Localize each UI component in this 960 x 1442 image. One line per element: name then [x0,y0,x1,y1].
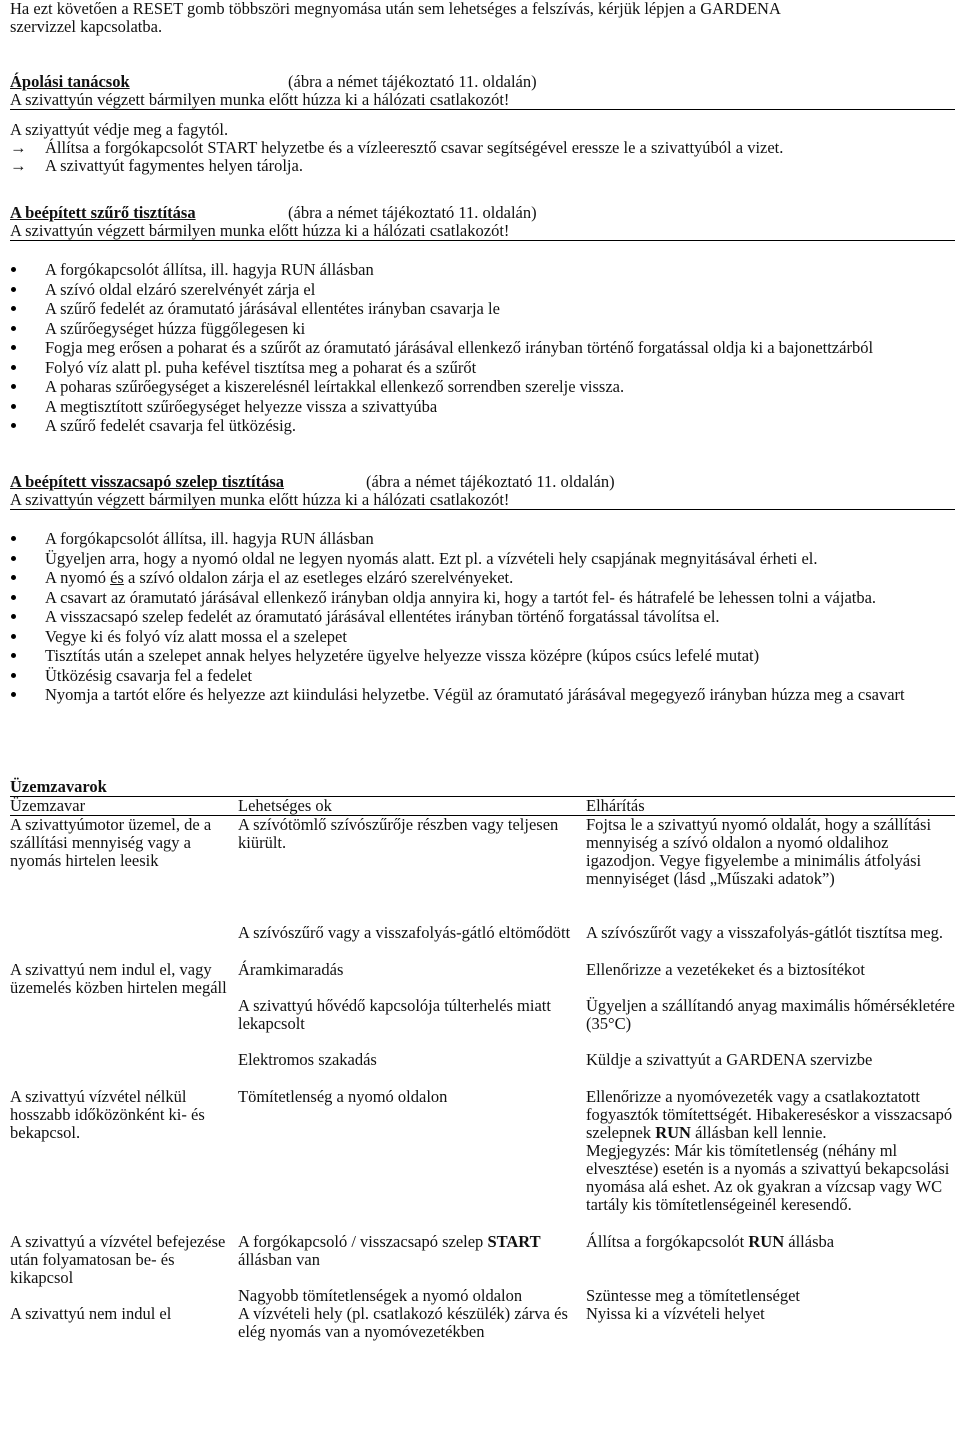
list-item: Tisztítás után a szelepet annak helyes helyzetére ügyelve helyezze vissza középre (kúpos csúcs lefelé mutat) [10,647,955,665]
cause-cell: Tömítetlenség a nyomó oldalon [238,1087,448,1106]
list-item: A forgókapcsolót állítsa, ill. hagyja RUN állásban [10,530,955,548]
fix-cell: Ellenőrizze a vezetékeket és a biztosítékot Ügyeljen a szállítandó anyag maximális hőmérsékletére (35°C) Küldje a szivattyút a GARDENA szervizbe [586,960,955,1069]
valve-heading [10,473,955,491]
list-item: Nyomja a tartót előre és helyezze azt kiindulási helyzetbe. Végül az óramutató járásával megegyező irányban húzza meg a csavart [10,686,955,704]
list-item: → A szivattyút fagymentes helyen tárolja. [10,156,303,175]
list-item: A forgókapcsolót állítsa, ill. hagyja RUN állásban [10,261,955,279]
valve-section [10,473,955,706]
row-spacer [10,1069,955,1088]
fault-cell: A szivattyú nem indul el [10,1304,172,1323]
care-figure-ref: (ábra a német tájékoztató 11. oldalán) [288,72,537,91]
fault-cell: A szivattyú vízvétel nélkül hosszabb időközönként ki- és bekapcsol. [10,1087,205,1142]
table-row [10,1233,955,1305]
list-item: → Állítsa a forgókapcsolót START helyzetbe és a vízleeresztő csavar segítségével eressze le a szivattyúból a vizet. [10,138,784,157]
frost-steps [10,139,955,175]
fault-cell: A szivattyú nem indul el, vagy üzemelés közben hirtelen megáll [10,960,227,997]
fix-cell: Ellenőrizze a nyomóvezeték vagy a csatlakoztatott fogyasztók tömítettségét. Hibakereséskor a visszacsapó szelepnek RUN állásban kell lennie. Megjegyzés: Már kis tömítetlenség (néhány ml elvesztése) esetén is a nyomás a szivattyú bekapcsolási nyomása alá eshet. Az ok gyakran a vízcsap vagy WC tartály kis tömítetlenségeinél keresendő. [586,1088,955,1214]
arrow-right-icon: → [10,156,27,175]
valve-title: A beépített visszacsapó szelep tisztítása [10,472,285,491]
list-item: Folyó víz alatt pl. puha kefével tisztítsa meg a poharat és a szűrőt [10,359,955,377]
valve-figure-ref: (ábra a német tájékoztató 11. oldalán) [366,472,615,491]
filter-title: A beépített szűrő tisztítása [10,203,196,222]
header-fix: Elhárítás [586,797,955,816]
table-row [10,816,955,943]
note-text: Megjegyzés: Már kis tömítetlenség (néhány ml elvesztése) esetén is a nyomás a szivattyú bekapcsolási nyomása alá eshet. Az ok gyakran a vízcsap vagy WC tartály kis tömítetlenségeinél keresendő. [586,1141,950,1214]
list-item: A szívó oldal elzáró szerelvényét zárja el [10,281,955,299]
intro-line-1: Ha ezt követően a RESET gomb többszöri megnyomása után sem lehetséges a felszívás, kérjük lépjen a GARDENA [10,0,781,18]
care-title: Ápolási tanácsok [10,72,130,91]
care-warning: A szivattyún végzett bármilyen munka előtt húzza ki a hálózati csatlakozót! [10,91,955,110]
row-spacer [10,942,955,961]
table-row [10,961,955,1069]
arrow-right-icon: → [10,138,27,157]
cause-cell: A szívótömlő szívószűrője részben vagy teljesen kiürült. A szívószűrő vagy a visszafolyás-gátló eltömődött [238,815,571,942]
list-item: A megtisztított szűrőegységet helyezze vissza a szivattyúba [10,398,955,416]
header-cause: Lehetséges ok [238,797,586,816]
fix-cell: Állítsa a forgókapcsolót RUN állásba Szüntesse meg a tömítetlenséget [586,1232,835,1305]
cause-cell: A forgókapcsoló / visszacsapó szelep START állásban van Nagyobb tömítetlenségek a nyomó oldalon [238,1232,541,1305]
list-item: Ügyeljen arra, hogy a nyomó oldal ne legyen nyomás alatt. Ezt pl. a vízvételi hely csapjának megnyitásával érheti el. [10,550,955,568]
intro-line-2: szervizzel kapcsolatba. [10,17,163,36]
fault-cell: A szivattyú a vízvétel befejezése után folyamatosan be- és kikapcsol [10,1232,226,1287]
list-item: Ütközésig csavarja fel a fedelet [10,667,955,685]
care-heading [10,73,955,91]
cause-cell: Áramkimaradás A szivattyú hővédő kapcsolója túlterhelés miatt lekapcsolt Elektromos szakadás [238,960,551,1069]
faults-table [10,796,955,1341]
list-item: A szűrő fedelét az óramutató járásával ellentétes irányban csavarja le [10,300,955,318]
row-spacer [10,1214,955,1233]
list-item: Fogja meg erősen a poharat és a szűrőt az óramutató járásával ellenkező irányban történő forgatással oldja ki a bajonettzárból [10,339,955,357]
faults-title: Üzemzavarok [10,777,107,796]
filter-heading [10,204,955,222]
filter-steps [10,261,955,435]
care-section [10,73,955,175]
valve-warning: A szivattyún végzett bármilyen munka előtt húzza ki a hálózati csatlakozót! [10,491,955,510]
fix-cell: Fojtsa le a szivattyú nyomó oldalát, hogy a szállítási mennyiség a szívó oldalon a nyomó oldalihoz igazodjon. Vegye figyelembe a minimális átfolyási mennyiséget (lásd „Műszaki adatok”) A szívószűrőt vagy a visszafolyás-gátlót tisztítsa meg. [586,815,943,942]
filter-figure-ref: (ábra a német tájékoztató 11. oldalán) [288,203,537,222]
frost-title: A sziyattyút védje meg a fagytól. [10,120,229,139]
table-header-row [10,797,955,816]
list-item: A szűrőegységet húzza függőlegesen ki [10,320,955,338]
valve-steps [10,530,955,704]
list-item: A szűrő fedelét csavarja fel ütközésig. [10,417,955,435]
header-fault: Üzemzavar [10,797,238,816]
list-item: A visszacsapó szelep fedelét az óramutató járásával ellentétes irányban történő forgatással távolítsa el. [10,608,955,626]
filter-warning: A szivattyún végzett bármilyen munka előtt húzza ki a hálózati csatlakozót! [10,222,955,241]
intro-block [10,0,955,36]
faults-section [10,778,955,1341]
fix-cell: Nyissa ki a vízvételi helyet [586,1304,765,1323]
filter-section [10,204,955,437]
list-item: A csavart az óramutató járásával ellenkező irányban oldja annyira ki, hogy a tartót fel- és hátrafelé be lehessen tolni a vájatba. [10,589,955,607]
table-row [10,1088,955,1214]
table-row [10,1305,955,1341]
cause-cell: A vízvételi hely (pl. csatlakozó készülék) zárva és elég nyomás van a nyomóvezetékben [238,1304,568,1341]
fault-cell: A szivattyúmotor üzemel, de a szállítási mennyiség vagy a nyomás hirtelen leesik [10,815,212,870]
list-item: Vegye ki és folyó víz alatt mossa el a szelepet [10,628,955,646]
list-item: A poharas szűrőegységet a kiszerelésnél leírtakkal ellenkező sorrendben szerelje vissza. [10,378,955,396]
list-item: A nyomó és a szívó oldalon zárja el az esetleges elzáró szerelvényeket. [10,569,955,587]
